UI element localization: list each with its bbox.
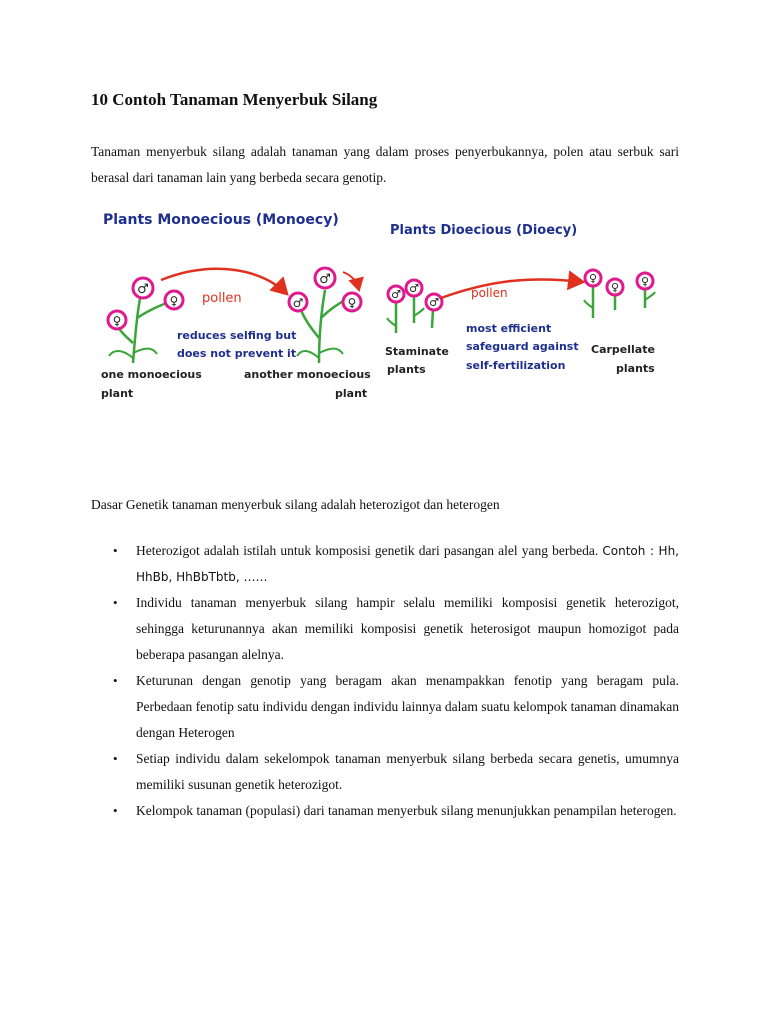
label-another-monoecious-line1: another monoecious <box>244 368 371 381</box>
flower-female-icon <box>637 273 653 289</box>
list-item <box>91 538 679 590</box>
list-item-text: Kelompok tanaman (populasi) dari tanaman menyerbuk silang menunjukkan penampilan heterogen. <box>136 803 677 818</box>
list-item <box>91 590 679 668</box>
bullet-icon: • <box>113 673 118 688</box>
svg-text:♀: ♀ <box>640 275 650 288</box>
svg-text:♀: ♀ <box>588 272 598 285</box>
list-item-text: Individu tanaman menyerbuk silang hampir selalu memiliki komposisi genetik heterozigot, sehingga keturunannya akan memiliki komposisi genetik heterosigot maupun homozigot pada beberapa pasangan alelnya. <box>136 595 679 662</box>
svg-text:♂: ♂ <box>429 296 439 309</box>
label-staminate-line2: plants <box>387 363 426 376</box>
bullet-list <box>91 538 679 824</box>
flower-female-icon <box>165 291 183 309</box>
svg-text:♂: ♂ <box>319 272 331 287</box>
flower-male-icon <box>406 280 422 296</box>
pollen-label-left: pollen <box>202 291 242 306</box>
svg-text:♀: ♀ <box>610 281 620 294</box>
bullet-icon: • <box>113 803 118 818</box>
flower-male-icon <box>289 293 307 311</box>
svg-text:♂: ♂ <box>409 282 419 295</box>
flower-male-icon <box>426 294 442 310</box>
label-carpellate-line1: Carpellate <box>591 343 655 356</box>
svg-text:♀: ♀ <box>169 294 179 308</box>
label-staminate-line1: Staminate <box>385 345 449 358</box>
small-arrow-right-plant <box>343 272 359 290</box>
page-title: 10 Contoh Tanaman Menyerbuk Silang <box>91 90 378 109</box>
left-note-line1: reduces selfing but <box>177 329 297 342</box>
right-figure-title: Plants Dioecious (Dioecy) <box>390 223 578 238</box>
left-note-line2: does not prevent it <box>177 347 297 360</box>
flower-female-icon <box>343 293 361 311</box>
list-item-text: Keturunan dengan genotip yang beragam akan menampakkan fenotip yang beragam pula. Perbedaan fenotip satu individu dengan individu lainnya dalam suatu kelompok tanaman dinamakan dengan Heterogen <box>136 673 679 740</box>
pollen-arrow-right <box>441 279 583 298</box>
list-item <box>91 798 679 824</box>
intro-paragraph: Tanaman menyerbuk silang adalah tanaman yang dalam proses penyerbukannya, polen atau serbuk sari berasal dari tanaman lain yang berbeda secara genotip. <box>91 144 679 185</box>
flower-male-icon <box>315 268 335 288</box>
list-item-text: Setiap individu dalam sekelompok tanaman menyerbuk silang berbeda secara genetis, umumnya memiliki susunan genetik heterozigot. <box>136 751 679 792</box>
pollen-label-right: pollen <box>471 286 508 300</box>
right-note-line3: self-fertilization <box>466 359 566 372</box>
flower-female-icon <box>108 311 126 329</box>
svg-text:♂: ♂ <box>292 296 304 310</box>
flower-female-icon <box>585 270 601 286</box>
label-carpellate-line2: plants <box>616 362 655 375</box>
bullet-icon: • <box>113 751 118 766</box>
label-one-monoecious-line2: plant <box>101 387 134 400</box>
bullet-icon: • <box>113 595 118 610</box>
genetic-basis-paragraph: Dasar Genetik tanaman menyerbuk silang adalah heterozigot dan heterogen <box>91 497 500 512</box>
left-figure-title: Plants Monoecious (Monoecy) <box>103 212 339 228</box>
flower-male-icon <box>133 278 153 298</box>
svg-text:♀: ♀ <box>112 314 122 328</box>
svg-text:♂: ♂ <box>137 282 149 297</box>
flower-female-icon <box>607 279 623 295</box>
list-item <box>91 746 679 798</box>
flower-male-icon <box>388 286 404 302</box>
right-note-line2: safeguard against <box>466 340 579 353</box>
list-item <box>91 668 679 746</box>
svg-text:♂: ♂ <box>391 288 401 301</box>
label-another-monoecious-line2: plant <box>335 387 368 400</box>
pollination-figure <box>91 198 679 488</box>
list-item-text: Heterozigot adalah istilah untuk komposisi genetik dari pasangan alel yang berbeda. <box>136 543 603 558</box>
right-note-line1: most efficient <box>466 322 552 335</box>
list-item-example: Contoh : Hh, HhBb, HhBbTbtb, …… <box>136 544 679 584</box>
bullet-icon: • <box>113 543 118 558</box>
svg-text:♀: ♀ <box>347 296 357 310</box>
label-one-monoecious-line1: one monoecious <box>101 368 202 381</box>
